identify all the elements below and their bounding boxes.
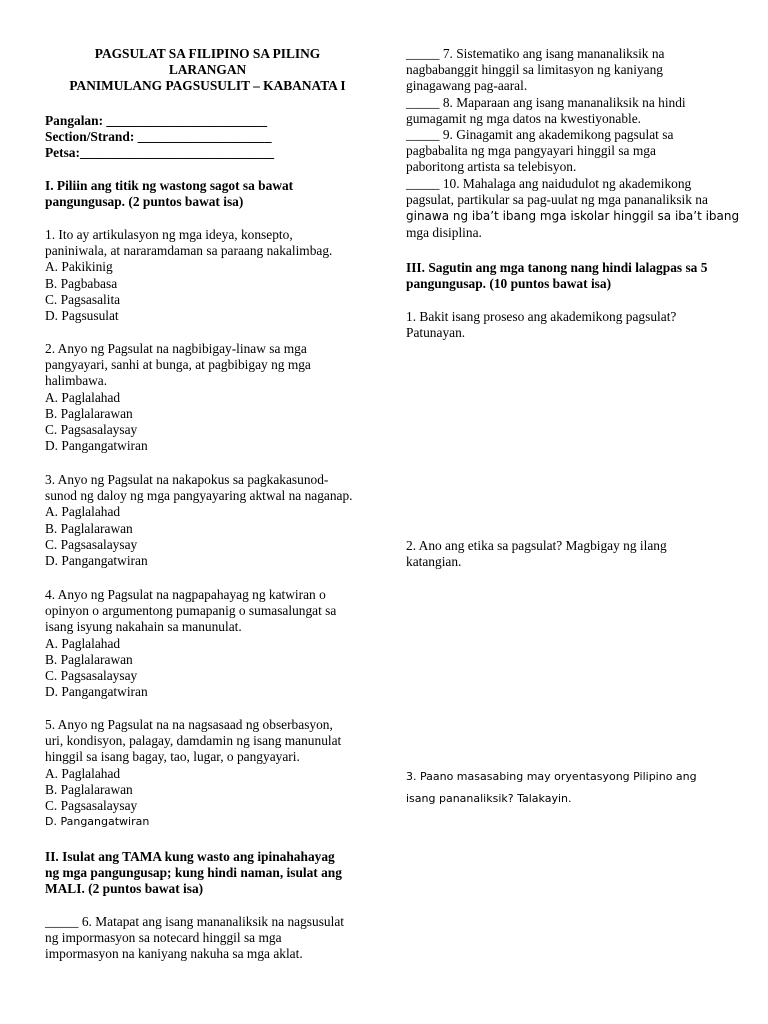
title-line-2: LARANGAN	[168, 62, 247, 78]
option-a: A. Paglalahad	[45, 389, 121, 405]
option-d: D. Pangangatwiran	[45, 684, 148, 700]
option-a: A. Paglalahad	[45, 765, 121, 781]
name-field[interactable]: Pangalan: ________________________	[45, 113, 268, 128]
option-c: C. Pagsasalaysay	[45, 422, 138, 438]
option-c: C. Pagsasalita	[45, 291, 121, 307]
true-false-item-9: _____ 9. Ginagamit ang akademikong pagsulat sa pagbabalita ng mga pangyayari hinggil sa mga paboritong artista sa telebisyon.	[406, 127, 674, 175]
section-3-heading: III. Sagutin ang mga tanong nang hindi lalagpas sa 5 pangungusap. (10 puntos bawat isa)	[406, 260, 708, 292]
question-5: 5. Anyo ng Pagsulat na na nagsasaad ng obserbasyon, uri, kondisyon, palagay, damdamin ng isang manunulat hinggil sa isang bagay, tao, lugar, o pangyayari. A. Paglalahad B. Paglalarawan C. Pagsasalaysay D. Pangangatwiran	[45, 717, 370, 830]
true-false-item-8: _____ 8. Maparaan ang isang mananaliksik na hindi gumagamit ng mga datos na kwestiyonable.	[406, 95, 686, 127]
option-c: C. Pagsasalaysay	[45, 798, 138, 814]
essay-question-3: 3. Paano masasabing may oryentasyong Pilipino ang isang pananaliksik? Talakayin.	[406, 770, 697, 805]
title-line-1: PAGSULAT SA FILIPINO SA PILING	[94, 46, 321, 61]
true-false-item-10: _____ 10. Mahalaga ang naidudulot ng akademikong pagsulat, partikular sa pag-uulat ng mga pananaliksik na ginawa ng iba’t ibang mga iskolar hinggil sa iba’t ibang mga disiplina.	[406, 176, 740, 240]
option-d: D. Pagsusulat	[45, 308, 119, 324]
question-1: 1. Ito ay artikulasyon ng mga ideya, konsepto, paniniwala, at nararamdaman sa paraang nakalimbag. A. Pakikinig B. Pagbabasa C. Pagsasalita D. Pagsusulat	[45, 227, 370, 324]
question-2: 2. Anyo ng Pagsulat na nagbibigay-linaw sa mga pangyayari, sanhi at bunga, at pagbibigay ng mga halimbawa. A. Paglalahad B. Paglalarawan C. Pagsasalaysay D. Pangangatwiran	[45, 341, 370, 454]
question-4: 4. Anyo ng Pagsulat na nagpapahayag ng katwiran o opinyon o argumentong pumapanig o sumasalungat sa isang isyung nakahain sa manunulat. A. Paglalahad B. Paglalarawan C. Pagsasalaysay D. Pangangatwiran	[45, 587, 370, 700]
essay-question-2: 2. Ano ang etika sa pagsulat? Magbigay ng ilang katangian.	[406, 538, 667, 570]
option-d: D. Pangangatwiran	[45, 553, 148, 569]
true-false-item-7: _____ 7. Sistematiko ang isang mananaliksik na nagbabanggit hinggil sa limitasyon ng kaniyang ginagawang pag-aaral.	[406, 46, 665, 94]
option-b: B. Paglalarawan	[45, 520, 133, 536]
option-a: A. Pakikinig	[45, 259, 113, 275]
section-1-heading: I. Piliin ang titik ng wastong sagot sa bawat pangungusap. (2 puntos bawat isa)	[45, 178, 294, 210]
option-a: A. Paglalahad	[45, 504, 121, 520]
title-line-3: PANIMULANG PAGSUSULIT – KABANATA I	[69, 78, 346, 94]
option-d: D. Pangangatwiran	[45, 438, 148, 454]
option-c: C. Pagsasalaysay	[45, 536, 138, 552]
option-c: C. Pagsasalaysay	[45, 668, 138, 684]
option-b: B. Paglalarawan	[45, 405, 133, 421]
option-b: B. Paglalarawan	[45, 781, 133, 797]
section-strand-field[interactable]: Section/Strand: ____________________	[45, 129, 272, 145]
section-2-heading: II. Isulat ang TAMA kung wasto ang ipinahahayag ng mga pangungusap; kung hindi naman, isulat ang MALI. (2 puntos bawat isa)	[45, 849, 342, 897]
date-field[interactable]: Petsa:_____________________________	[45, 145, 275, 161]
exam-title	[45, 46, 370, 95]
question-3: 3. Anyo ng Pagsulat na nakapokus sa pagkakasunod- sunod ng daloy ng mga pangyayaring aktwal na naganap. A. Paglalahad B. Paglalarawan C. Pagsasalaysay D. Pangangatwiran	[45, 472, 370, 569]
option-a: A. Paglalahad	[45, 635, 121, 651]
option-b: B. Pagbabasa	[45, 275, 118, 291]
student-info-fields	[45, 113, 370, 162]
true-false-item-6: _____ 6. Matapat ang isang mananaliksik na nagsusulat ng impormasyon sa notecard hinggil sa mga impormasyon na kaniyang nakuha sa mga aklat.	[45, 914, 344, 962]
essay-question-1: 1. Bakit isang proseso ang akademikong pagsulat? Patunayan.	[406, 309, 677, 341]
option-d: D. Pangangatwiran	[45, 815, 150, 829]
option-b: B. Paglalarawan	[45, 651, 133, 667]
